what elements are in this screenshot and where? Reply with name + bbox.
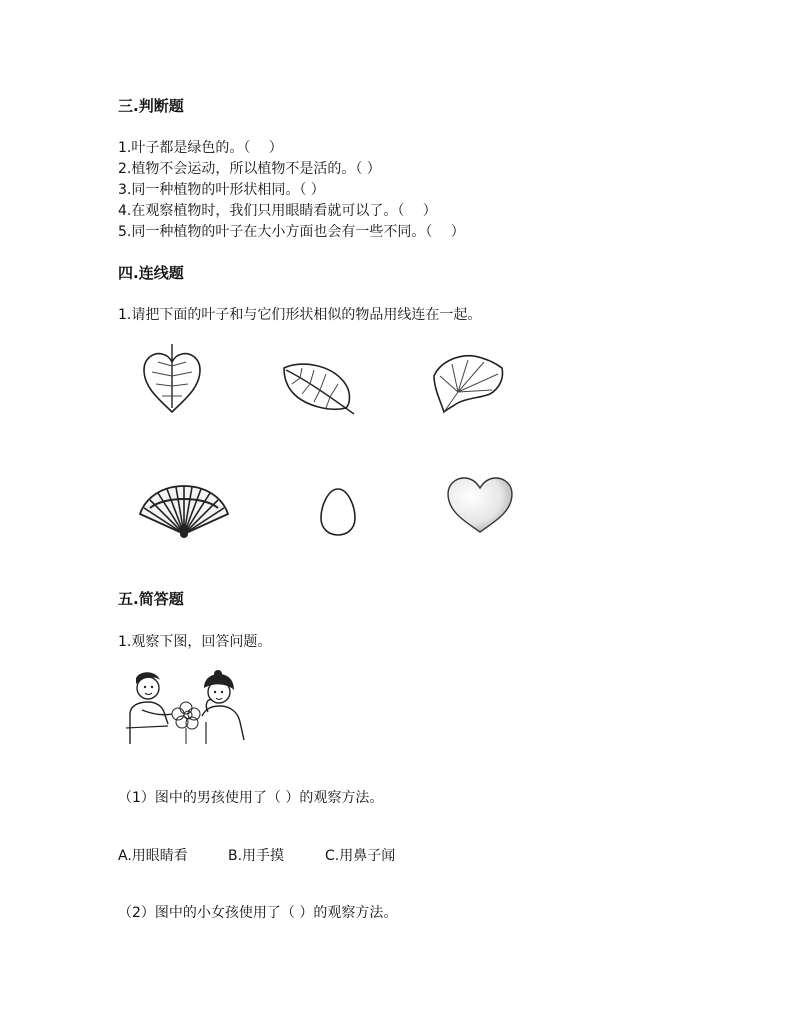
judge-item-1: 1.叶子都是绿色的。（ ） (118, 140, 283, 156)
option-c: C.用鼻子闻 (325, 848, 396, 864)
observe-question: 1.观察下图，回答问题。 (118, 634, 272, 650)
section-5-title: 五.简答题 (118, 590, 184, 608)
egg-icon (318, 486, 358, 538)
judge-item-2: 2.植物不会运动，所以植物不是活的。（ ） (118, 161, 381, 177)
matching-question: 1.请把下面的叶子和与它们形状相似的物品用线连在一起。 (118, 307, 482, 323)
sub-question-1: （1）图中的男孩使用了（ ）的观察方法。 (118, 790, 384, 806)
folding-fan-icon (136, 482, 232, 540)
heart-shaped-leaf-icon (140, 342, 204, 414)
oval-leaf-icon (280, 360, 358, 418)
judge-item-3: 3.同一种植物的叶形状相同。（ ） (118, 182, 325, 198)
option-b: B.用手摸 (228, 848, 285, 864)
section-3-title: 三.判断题 (118, 97, 184, 115)
children-observing-illustration (122, 668, 250, 744)
ginkgo-leaf-icon (430, 352, 506, 414)
heart-icon (444, 474, 516, 536)
sub-question-2: （2）图中的小女孩使用了（ ）的观察方法。 (118, 905, 398, 921)
judge-item-5: 5.同一种植物的叶子在大小方面也会有一些不同。（ ） (118, 224, 465, 240)
section-4-title: 四.连线题 (118, 264, 184, 282)
judge-item-4: 4.在观察植物时，我们只用眼睛看就可以了。（ ） (118, 203, 437, 219)
option-a: A.用眼睛看 (118, 848, 188, 864)
